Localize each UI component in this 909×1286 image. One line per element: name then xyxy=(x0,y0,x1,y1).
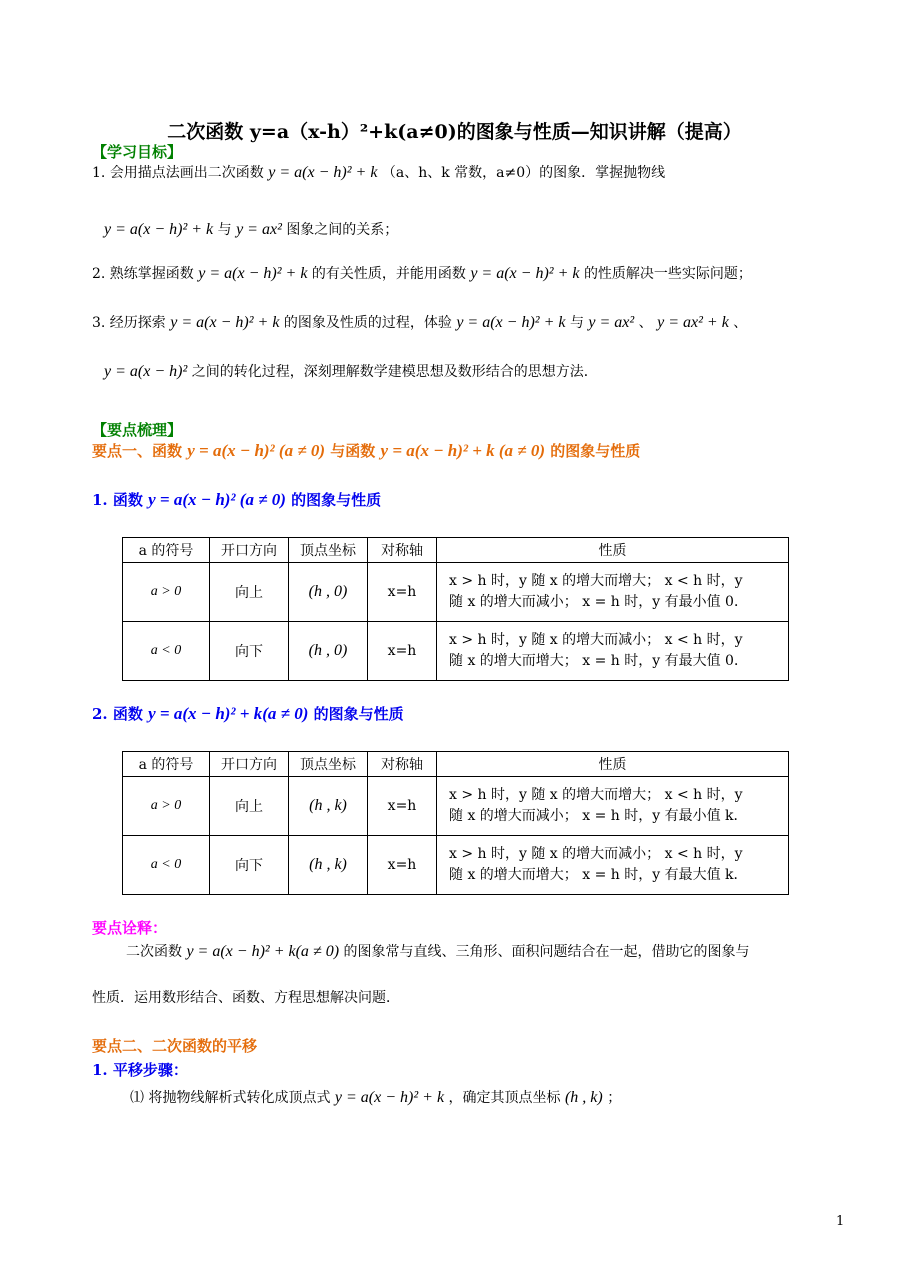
header-property: 性质 xyxy=(437,752,789,777)
header-sign: a 的符号 xyxy=(123,538,210,563)
goal-3-formula-1: y = a(x − h)² + k xyxy=(170,314,280,331)
goal-3-line-1 xyxy=(92,313,747,333)
header-direction: 开口方向 xyxy=(210,538,289,563)
cell-property xyxy=(437,777,789,836)
step-1-lead: ⑴ 将抛物线解析式转化成顶点式 xyxy=(130,1090,331,1106)
goal-1-end: 图象之间的关系； xyxy=(286,222,399,238)
property-line-1: x > h 时，y 随 x 的增大而减小； x < h 时，y xyxy=(449,632,743,648)
cell-axis: x=h xyxy=(368,622,437,681)
table-header-row xyxy=(123,538,789,563)
goal-3-lead: 3. 经历探索 xyxy=(92,315,166,331)
sub-1-lead: 1. 函数 xyxy=(92,491,143,509)
sub-1-end: 的图象与性质 xyxy=(291,491,382,509)
properties-table-1 xyxy=(122,537,789,681)
cell-property xyxy=(437,563,789,622)
note-tail: 的图象常与直线、三角形、面积问题结合在一起，借助它的图象与 xyxy=(343,944,750,960)
note-lead: 二次函数 xyxy=(126,944,182,960)
cell-property xyxy=(437,836,789,895)
goal-1-lead: 1. 会用描点法画出二次函数 xyxy=(92,165,264,181)
point-1-lead: 要点一、函数 xyxy=(92,442,183,460)
point-1-mid: 与函数 xyxy=(330,442,376,460)
cell-vertex: (h , 0) xyxy=(289,563,368,622)
goal-2-mid: 的有关性质，并能用函数 xyxy=(311,266,466,282)
note-formula: y = a(x − h)² + k(a ≠ 0) xyxy=(186,943,340,960)
goal-1-line-1 xyxy=(92,163,665,183)
steps-heading: 1. 平移步骤： xyxy=(92,1061,188,1079)
properties-table-2 xyxy=(122,751,789,895)
property-line-2: 随 x 的增大而减小； x = h 时，y 有最小值 k． xyxy=(449,808,748,824)
goal-2-end: 的性质解决一些实际问题； xyxy=(583,266,752,282)
goal-3-with: 与 xyxy=(569,315,584,331)
point-1-formula-2: y = a(x − h)² + k (a ≠ 0) xyxy=(380,441,546,460)
table-row xyxy=(123,563,789,622)
goal-1-formula-vertex: y = a(x − h)² + k xyxy=(104,221,214,238)
goal-2-formula-1: y = a(x − h)² + k xyxy=(198,265,308,282)
goals-heading: 【学习目标】 xyxy=(92,143,183,161)
cell-sign: a < 0 xyxy=(123,622,210,681)
goal-1-tail: （a、h、k 常数，a≠0）的图象．掌握抛物线 xyxy=(381,165,666,181)
page-title: 二次函数 y=a（x-h）²+k(a≠0)的图象与性质—知识讲解（提高） xyxy=(167,121,742,143)
sub-2-end: 的图象与性质 xyxy=(313,705,404,723)
cell-property xyxy=(437,622,789,681)
page-number: 1 xyxy=(836,1214,845,1229)
table-row xyxy=(123,836,789,895)
sub-1-heading xyxy=(92,489,381,510)
header-property: 性质 xyxy=(437,538,789,563)
cell-direction: 向上 xyxy=(210,563,289,622)
cell-sign: a < 0 xyxy=(123,836,210,895)
goal-2-lead: 2. 熟练掌握函数 xyxy=(92,266,194,282)
step-1-formula: y = a(x − h)² + k xyxy=(334,1089,445,1106)
table-row xyxy=(123,777,789,836)
point-2-heading: 要点二、二次函数的平移 xyxy=(92,1037,258,1055)
step-1-end: ； xyxy=(607,1090,622,1106)
note-heading: 要点诠释： xyxy=(92,919,168,937)
cell-axis: x=h xyxy=(368,777,437,836)
step-1 xyxy=(130,1088,621,1108)
goal-3-end: 之间的转化过程，深刻理解数学建模思想及数形结合的思想方法． xyxy=(191,364,598,380)
cell-direction: 向下 xyxy=(210,836,289,895)
cell-vertex: (h , k) xyxy=(289,777,368,836)
goal-3-mid: 的图象及性质的过程，体验 xyxy=(283,315,452,331)
goal-3-sep-2: 、 xyxy=(733,315,748,331)
goal-1-formula-basic: y = ax² xyxy=(236,221,282,238)
cell-vertex: (h , 0) xyxy=(289,622,368,681)
cell-sign: a > 0 xyxy=(123,777,210,836)
header-vertex: 顶点坐标 xyxy=(289,752,368,777)
goal-2 xyxy=(92,264,752,284)
header-sign: a 的符号 xyxy=(123,752,210,777)
property-line-2: 随 x 的增大而减小； x = h 时，y 有最小值 0． xyxy=(449,594,748,610)
goal-3-formula-2: y = a(x − h)² + k xyxy=(456,314,566,331)
sub-1-formula: y = a(x − h)² (a ≠ 0) xyxy=(148,490,286,509)
point-1-end: 的图象与性质 xyxy=(550,442,641,460)
property-line-2: 随 x 的增大而增大； x = h 时，y 有最大值 k． xyxy=(449,867,748,883)
points-heading: 【要点梳理】 xyxy=(92,421,183,439)
goal-1-with: 与 xyxy=(217,222,232,238)
note-line-2: 性质．运用数形结合、函数、方程思想解决问题． xyxy=(92,990,400,1006)
goal-3-line-2 xyxy=(104,362,598,382)
cell-direction: 向下 xyxy=(210,622,289,681)
goal-1-formula: y = a(x − h)² + k xyxy=(268,164,378,181)
note-line-1 xyxy=(126,942,750,962)
cell-vertex: (h , k) xyxy=(289,836,368,895)
goal-3-formula-3: y = ax² xyxy=(588,314,635,331)
step-1-vertex: (h , k) xyxy=(564,1089,603,1106)
goal-3-formula-5: y = a(x − h)² xyxy=(104,363,188,380)
sub-2-heading xyxy=(92,703,404,724)
header-axis: 对称轴 xyxy=(368,752,437,777)
cell-axis: x=h xyxy=(368,836,437,895)
step-1-mid: ，确定其顶点坐标 xyxy=(448,1090,561,1106)
table-row xyxy=(123,622,789,681)
header-direction: 开口方向 xyxy=(210,752,289,777)
goal-2-formula-2: y = a(x − h)² + k xyxy=(470,265,580,282)
sub-2-lead: 2. 函数 xyxy=(92,705,143,723)
property-line-1: x > h 时，y 随 x 的增大而增大； x < h 时，y xyxy=(449,573,743,589)
header-vertex: 顶点坐标 xyxy=(289,538,368,563)
property-line-2: 随 x 的增大而增大； x = h 时，y 有最大值 0． xyxy=(449,653,748,669)
point-1-heading xyxy=(92,440,640,461)
goal-1-line-2 xyxy=(104,220,398,240)
cell-axis: x=h xyxy=(368,563,437,622)
point-1-formula-1: y = a(x − h)² (a ≠ 0) xyxy=(187,441,326,460)
goal-3-formula-4: y = ax² + k xyxy=(657,314,729,331)
goal-3-sep-1: 、 xyxy=(638,315,653,331)
property-line-1: x > h 时，y 随 x 的增大而减小； x < h 时，y xyxy=(449,846,743,862)
sub-2-formula: y = a(x − h)² + k(a ≠ 0) xyxy=(148,704,309,723)
header-axis: 对称轴 xyxy=(368,538,437,563)
cell-sign: a > 0 xyxy=(123,563,210,622)
table-header-row xyxy=(123,752,789,777)
property-line-1: x > h 时，y 随 x 的增大而增大； x < h 时，y xyxy=(449,787,743,803)
cell-direction: 向上 xyxy=(210,777,289,836)
